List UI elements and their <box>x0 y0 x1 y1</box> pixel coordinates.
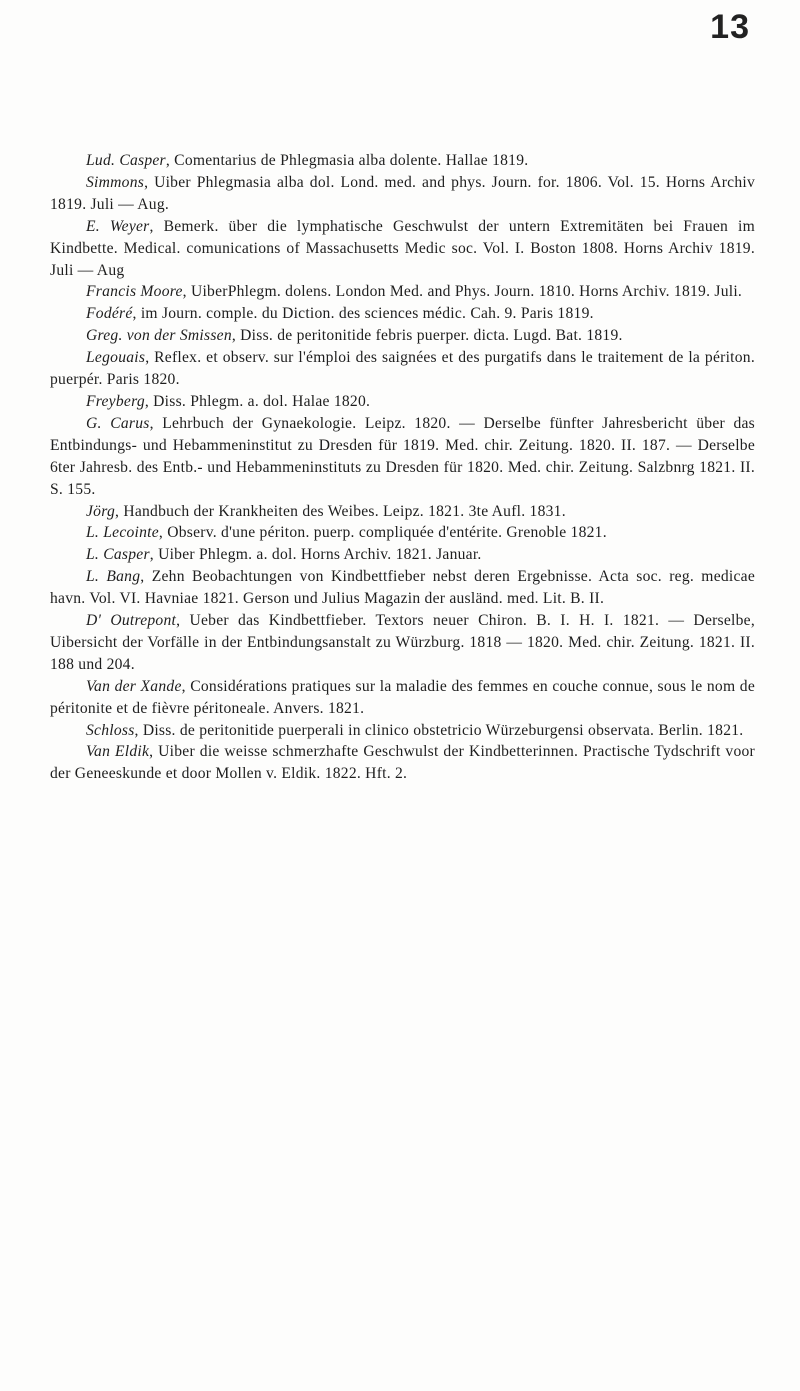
entry-text: , Handbuch der Krankheiten des Weibes. Leipz. 1821. 3te Aufl. 1831. <box>115 502 566 520</box>
bibliography-entry <box>50 720 755 742</box>
entry-author: L. Casper <box>86 546 150 564</box>
bibliography-entry <box>50 325 755 347</box>
bibliography-entry <box>50 522 755 544</box>
bibliography-entry <box>50 544 755 566</box>
entry-text: , Uiber Phlegmasia alba dol. Lond. med. and phys. Journ. for. 1806. Vol. 15. Horns Archiv 1819. Juli — Aug. <box>50 173 755 213</box>
bibliography-list <box>50 150 755 785</box>
entry-author: Simmons <box>86 173 145 191</box>
bibliography-entry <box>50 741 755 785</box>
entry-text: , Zehn Beobachtungen von Kindbettfieber nebst deren Ergebnisse. Acta soc. reg. medicae havn. Vol. VI. Havniae 1821. Gerson und Julius Magazin der ausländ. med. Lit. B. II. <box>50 568 756 608</box>
entry-text: , Diss. Phlegm. a. dol. Halae 1820. <box>144 392 371 410</box>
bibliography-entry <box>50 303 755 325</box>
entry-text: , Observ. d'une périton. puerp. compliquée d'entérite. Grenoble 1821. <box>158 524 607 542</box>
entry-text: , Uiber die weisse schmerzhafte Geschwulst der Kindbetterinnen. Practische Tydschrift voor der Geneeskunde et door Mollen v. Eldik. 1822. Hft. 2. <box>50 743 755 783</box>
entry-text: , Diss. de peritonitide puerperali in clinico obstetricio Würzeburgensi observata. Berlin. 1821. <box>134 721 744 739</box>
entry-text: , Comentarius de Phlegmasia alba dolente. Hallae 1819. <box>165 152 529 169</box>
entry-author: L. Lecointe <box>86 524 159 542</box>
entry-author: Legouais <box>86 349 146 367</box>
entry-author: Schloss <box>86 721 135 739</box>
entry-author: Van der Xande <box>86 677 182 695</box>
entry-author: Fodéré <box>86 305 133 323</box>
bibliography-entry <box>50 413 755 501</box>
entry-text: , Lehrbuch der Gynaekologie. Leipz. 1820. — Derselbe fünfter Jahresbericht über das Entbindungs- und Hebammeninstitut zu Dresden für 1819. Med. chir. Zeitung. 1820. II. 187. — Derselbe 6ter Jahresb. des Entb.- und Hebammeninstituts zu Dresden für 1820. Med. chir. Zeitung. Salzbnrg 1821. II. S. 155. <box>50 414 755 498</box>
entry-author: L. Bang <box>86 568 141 586</box>
entry-author: Greg. von der Smissen <box>86 327 232 345</box>
entry-text: , Diss. de peritonitide febris puerper. dicta. Lugd. Bat. 1819. <box>231 327 623 345</box>
entry-author: D' Outrepont <box>86 612 177 630</box>
bibliography-entry <box>50 566 755 610</box>
bibliography-entry <box>50 281 755 303</box>
entry-text: , im Journ. comple. du Diction. des sciences médic. Cah. 9. Paris 1819. <box>132 305 594 323</box>
bibliography-entry <box>50 391 755 413</box>
entry-author: E. Weyer <box>86 217 150 235</box>
entry-author: G. Carus <box>86 414 150 432</box>
bibliography-entry <box>50 501 755 523</box>
entry-author: Francis Moore <box>86 283 183 301</box>
bibliography-entry <box>50 610 755 676</box>
bibliography-entry <box>50 150 755 172</box>
entry-text: , UiberPhlegm. dolens. London Med. and Phys. Journ. 1810. Horns Archiv. 1819. Juli. <box>182 283 743 301</box>
entry-text: , Ueber das Kindbettfieber. Textors neuer Chiron. B. I. H. I. 1821. — Derselbe, Uibersicht der Vorfälle in der Entbindungsanstalt zu Würzburg. 1818 — 1820. Med. chir. Zeitung. 1821. II. 188 und 204. <box>50 612 755 673</box>
entry-text: , Bemerk. über die lymphatische Geschwulst der untern Extremitäten bei Frauen im Kindbette. Medical. comunications of Massachusetts Medic soc. Vol. I. Boston 1808. Horns Archiv 1819. Juli — Aug <box>50 217 755 279</box>
entry-author: Lud. Casper <box>86 152 166 169</box>
entry-author: Jörg <box>86 502 116 520</box>
entry-author: Van Eldik <box>86 743 150 761</box>
entry-text: , Considérations pratiques sur la maladie des femmes en couche connue, sous le nom de péritonite et de fièvre péritoneale. Anvers. 1821. <box>50 677 756 717</box>
bibliography-entry <box>50 216 755 282</box>
entry-author: Freyberg <box>86 392 145 410</box>
entry-text: , Uiber Phlegm. a. dol. Horns Archiv. 1821. Januar. <box>149 546 482 564</box>
entry-text: , Reflex. et observ. sur l'émploi des saignées et des purgatifs dans le traitement de la périton. puerpér. Paris 1820. <box>50 349 755 389</box>
bibliography-entry <box>50 676 755 720</box>
bibliography-entry <box>50 172 755 216</box>
page-number: 13 <box>710 8 750 46</box>
bibliography-entry <box>50 347 755 391</box>
